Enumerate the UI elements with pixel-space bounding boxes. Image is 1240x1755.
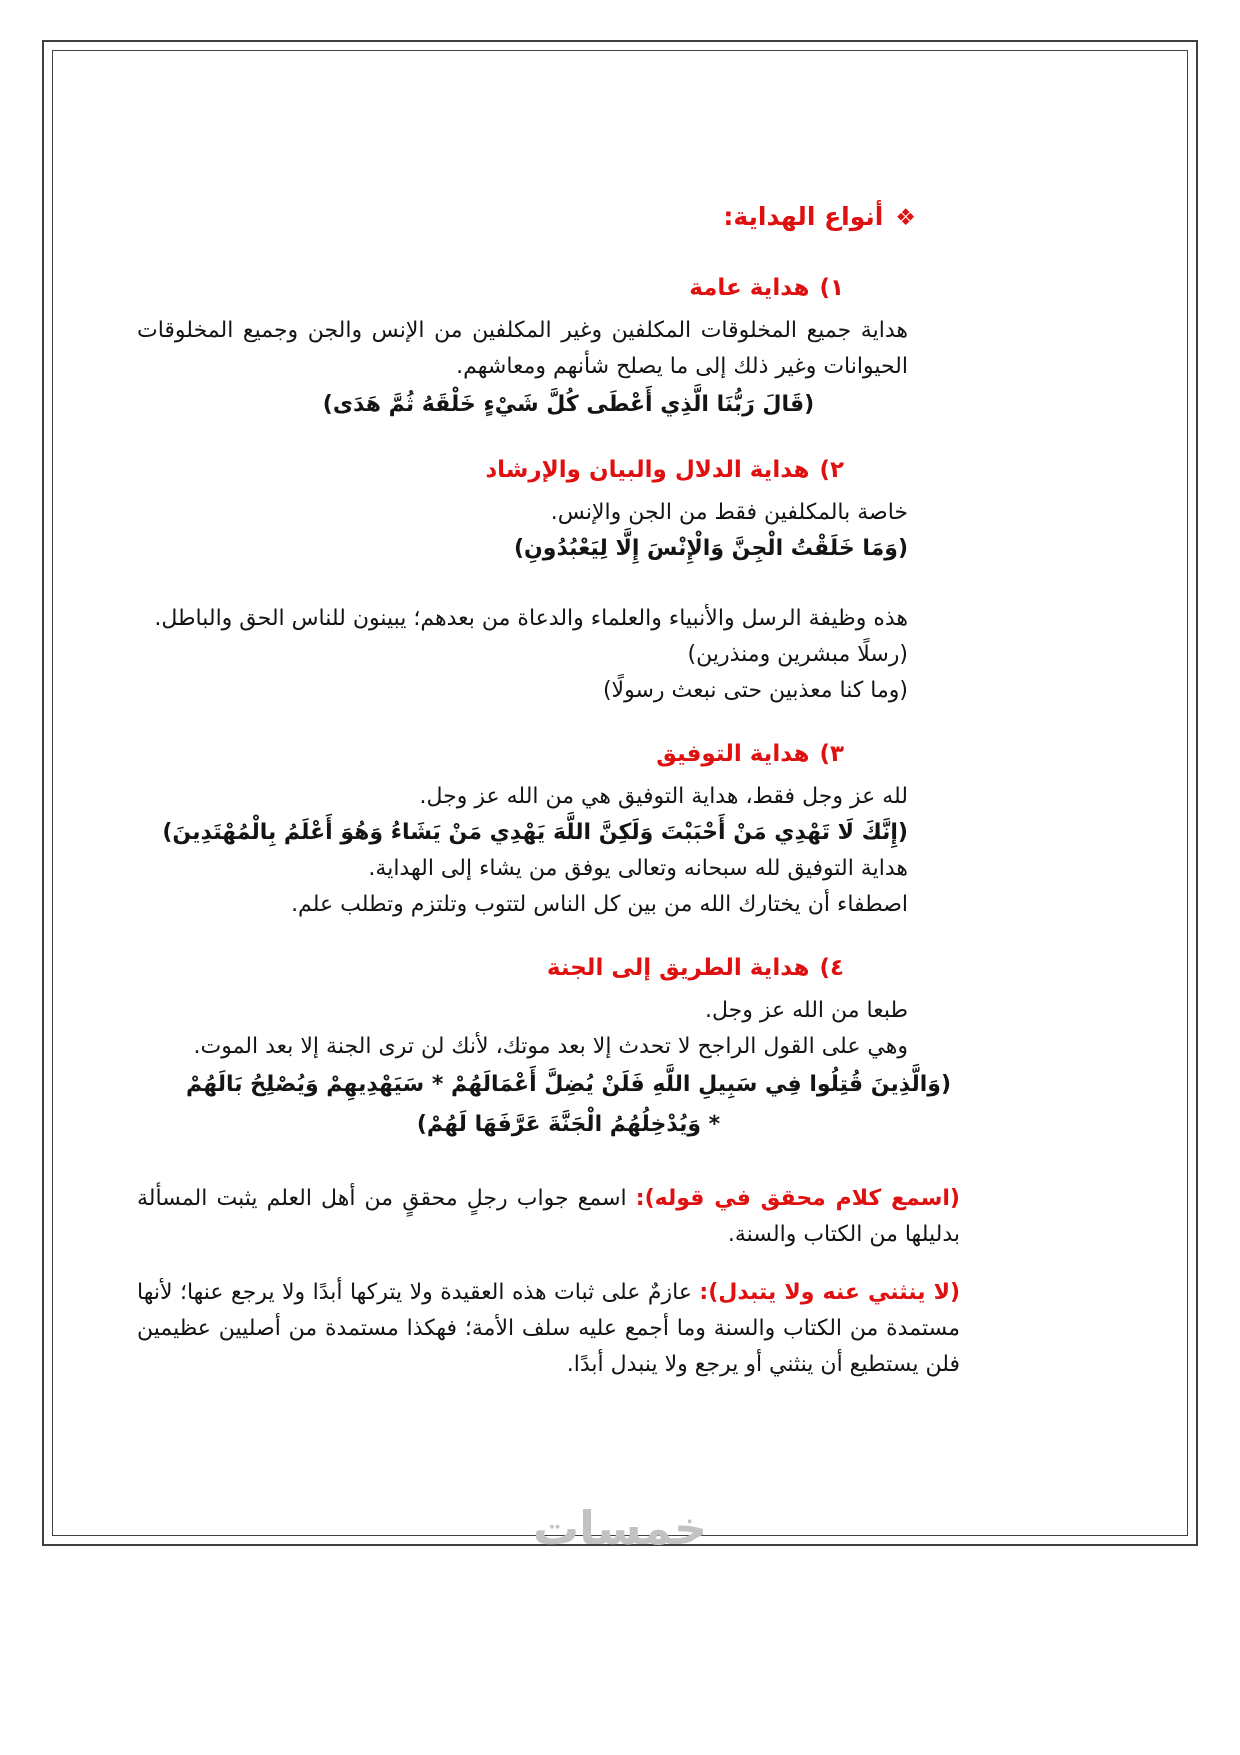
section-guidance-path-to-paradise (137, 949, 960, 1145)
khamsat-watermark: خمسات (532, 1501, 708, 1546)
section-heading (137, 735, 960, 773)
explanation-paragraph: هذه وظيفة الرسل والأنبياء والعلماء والدعاة من بعدهم؛ يبينون للناس الحق والباطل. (154, 606, 908, 631)
note-paragraph (137, 1181, 960, 1253)
section-heading (137, 949, 960, 987)
section-heading-text: هداية الدلال والبيان والإرشاد (485, 457, 810, 483)
document-content (42, 40, 1198, 1546)
section-body: لله عز وجل فقط، هداية التوفيق هي من الله عز وجل. (419, 784, 908, 809)
section-heading (137, 451, 960, 489)
section-heading-text: هداية الطريق إلى الجنة (546, 955, 810, 981)
section-heading-text: هداية التوفيق (656, 741, 810, 767)
section-heading (137, 269, 960, 307)
page-title (137, 198, 960, 237)
section-body: خاصة بالمكلفين فقط من الجن والإنس. (550, 500, 908, 525)
quran-verse: (وَالَّذِينَ قُتِلُوا فِي سَبِيلِ اللَّهِ فَلَنْ يُضِلَّ أَعْمَالَهُمْ * سَيَهْدِيهِمْ وَيُصْلِحُ بَالَهُمْ * وَيُدْخِلُهُمُ الْجَنَّةَ عَرَّفَهَا لَهُمْ) (185, 1072, 952, 1137)
diamond-bullet-icon: ❖ (895, 205, 916, 231)
quote-line: (وما كنا معذبين حتى نبعث رسولًا) (602, 678, 908, 703)
section-general-guidance (137, 269, 960, 425)
section-explanation (137, 601, 960, 709)
section-number: ٢) (819, 457, 844, 483)
section-guidance-of-tawfiq (137, 735, 960, 923)
section-number: ٤) (819, 955, 844, 981)
section-number: ٣) (819, 741, 844, 767)
page-title-text: أنواع الهداية: (723, 202, 884, 231)
note-paragraph (137, 1275, 960, 1383)
section-number: ١) (819, 275, 844, 301)
note-text: عازمٌ على ثبات هذه العقيدة ولا يتركها أبدًا ولا يرجع عنها؛ لأنها مستمدة من الكتاب والسنة وما أجمع عليه سلف الأمة؛ فهكذا مستمدة من أصليين عظيمين فلن يستطيع أن ينثني أو يرجع ولا ينبدل أبدًا. (137, 1280, 960, 1377)
note-text: اسمع جواب رجلٍ محققٍ من أهل العلم يثبت المسألة بدليلها من الكتاب والسنة. (137, 1186, 960, 1247)
quote-line: (رسلًا مبشرين ومنذرين) (687, 642, 908, 667)
closing-notes (137, 1181, 960, 1383)
note-lead: (اسمع كلام محقق في قوله): (635, 1186, 960, 1211)
note-lead: (لا ينثني عنه ولا يتبدل): (699, 1280, 961, 1305)
section-body: هداية جميع المخلوقات المكلفين وغير المكلفين من الإنس والجن وجميع المخلوقات الحيوانات وغير ذلك إلى ما يصلح شأنهم ومعاشهم. (137, 318, 908, 379)
section-heading-text: هداية عامة (689, 275, 810, 301)
quran-verse: (قَالَ رَبُّنَا الَّذِي أَعْطَى كُلَّ شَيْءٍ خَلْقَهُ ثُمَّ هَدَى) (322, 392, 815, 417)
quran-verse: (وَمَا خَلَقْتُ الْجِنَّ وَالْإِنْسَ إِلَّا لِيَعْبُدُونِ) (513, 536, 908, 561)
quran-verse: (إِنَّكَ لَا تَهْدِي مَنْ أَحْبَبْتَ وَلَكِنَّ اللَّهَ يَهْدِي مَنْ يَشَاءُ وَهُوَ أَعْلَمُ بِالْمُهْتَدِينَ) (162, 820, 908, 845)
section-guidance-of-direction (137, 451, 960, 709)
section-body: طبعا من الله عز وجل. (704, 998, 908, 1023)
section-body-3: اصطفاء أن يختارك الله من بين كل الناس لتتوب وتلتزم وتطلب علم. (291, 892, 908, 917)
section-body-2: هداية التوفيق لله سبحانه وتعالى يوفق من يشاء إلى الهداية. (368, 856, 908, 881)
section-body-2: وهي على القول الراجح لا تحدث إلا بعد موتك، لأنك لن ترى الجنة إلا بعد الموت. (193, 1034, 908, 1059)
